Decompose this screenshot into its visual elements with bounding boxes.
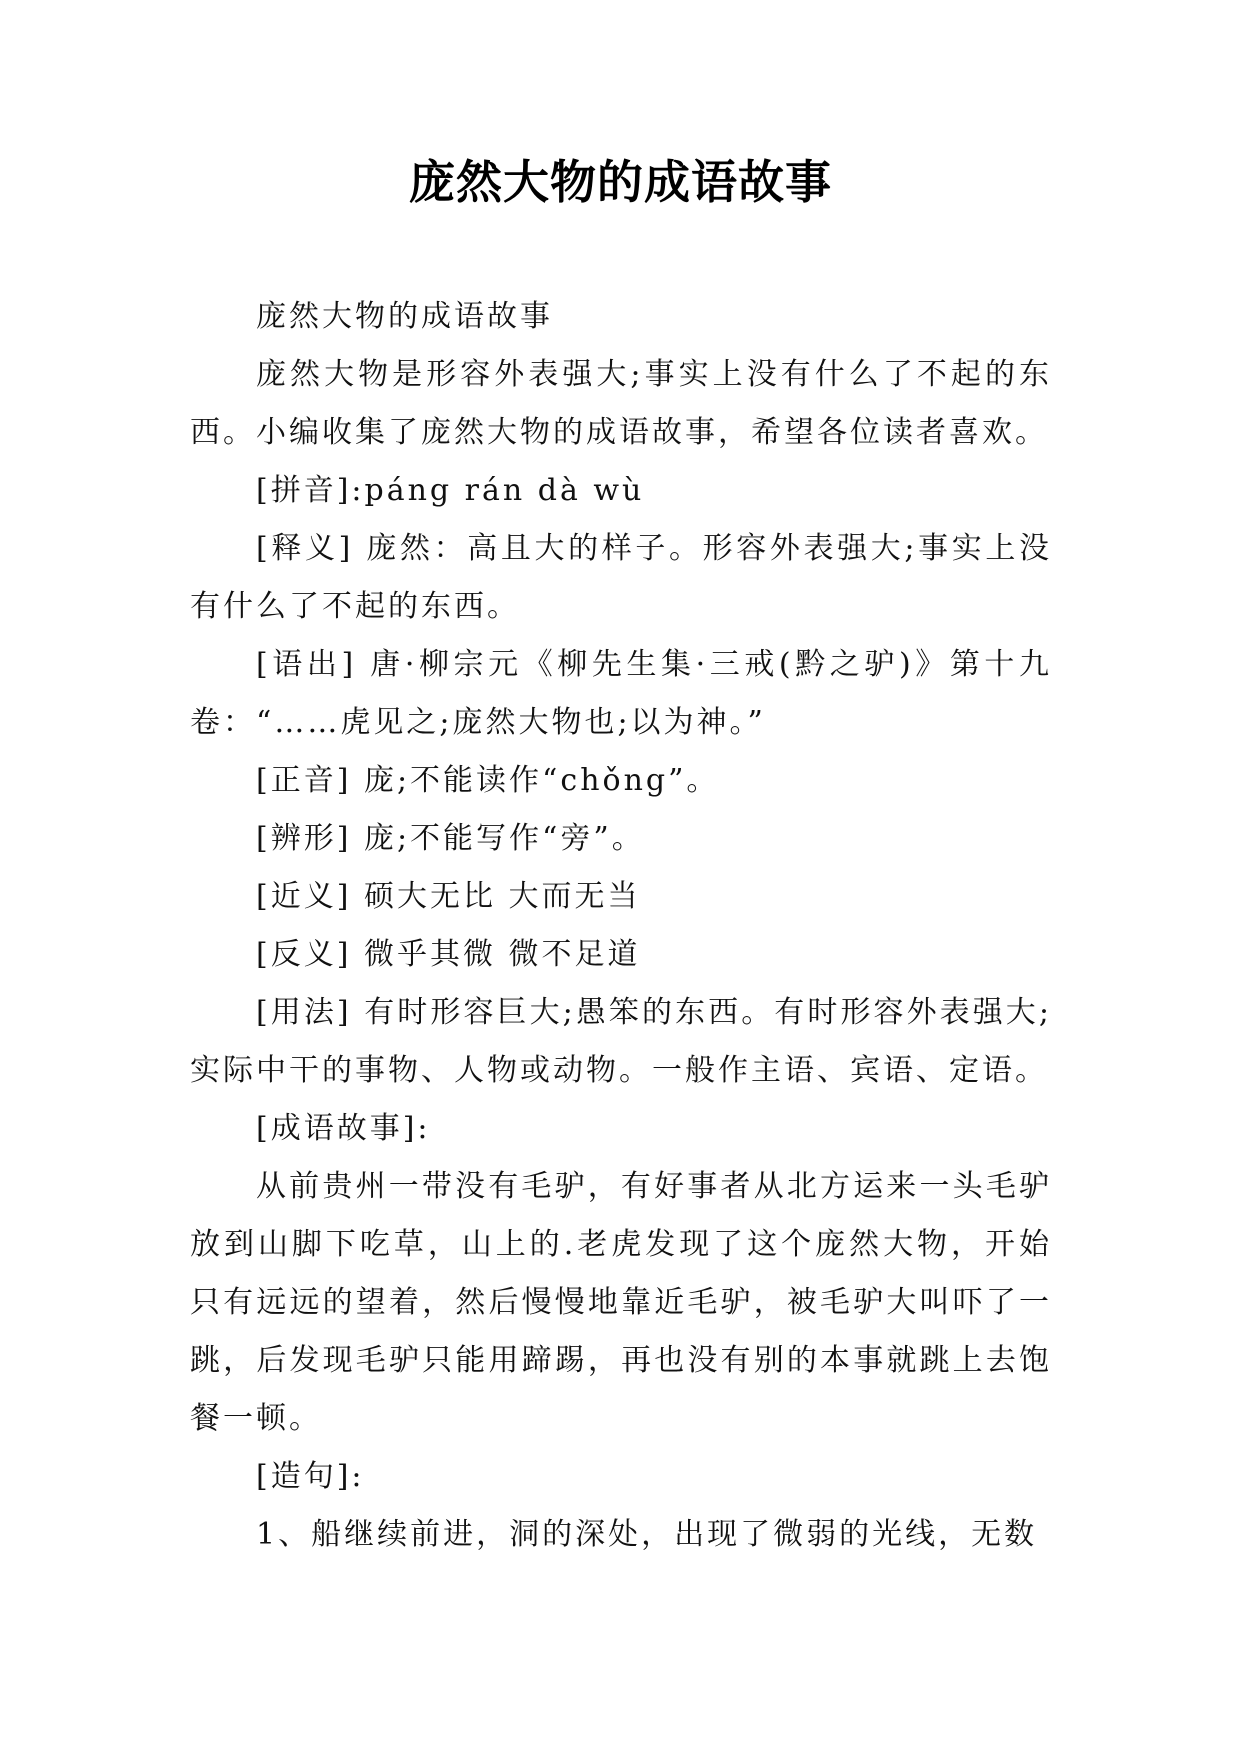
paragraph-character-form: [辨形] 庞;不能写作“旁”。 <box>256 821 645 856</box>
document-title: 庞然大物的成语故事 <box>409 155 832 209</box>
paragraph-meaning: [释义] 庞然：高且大的样子。形容外表强大;事实上没有什么了不起的东西。 <box>190 531 1052 624</box>
paragraph-usage: [用法] 有时形容巨大;愚笨的东西。有时形容外表强大;实际中干的事物、人物或动物。一般作主语、宾语、定语。 <box>190 995 1052 1088</box>
document-body <box>190 288 1052 1564</box>
paragraph-antonyms: [反义] 微乎其微 微不足道 <box>256 937 641 972</box>
paragraph-synonyms: [近义] 硕大无比 大而无当 <box>256 879 641 914</box>
paragraph-subtitle: 庞然大物的成语故事 <box>256 299 553 334</box>
paragraph-story: 从前贵州一带没有毛驴，有好事者从北方运来一头毛驴放到山脚下吃草，山上的.老虎发现了这个庞然大物，开始只有远远的望着，然后慢慢地靠近毛驴，被毛驴大叫吓了一跳，后发现毛驴只能用蹄踢，再也没有别的本事就跳上去饱餐一顿。 <box>190 1169 1052 1436</box>
paragraph-example-1: 1、船继续前进，洞的深处，出现了微弱的光线，无数 <box>256 1517 1038 1552</box>
paragraph-intro: 庞然大物是形容外表强大;事实上没有什么了不起的东西。小编收集了庞然大物的成语故事，希望各位读者喜欢。 <box>190 357 1052 450</box>
paragraph-pronunciation: [正音] 庞;不能读作“chǒng”。 <box>256 763 720 798</box>
paragraph-story-heading: [成语故事]: <box>256 1111 431 1146</box>
paragraph-pinyin: [拼音]:páng rán dà wù <box>256 473 645 508</box>
paragraph-examples-heading: [造句]: <box>256 1459 365 1494</box>
paragraph-source: [语出] 唐·柳宗元《柳先生集·三戒(黔之驴)》第十九卷：“……虎见之;庞然大物也;以为神。” <box>190 647 1052 740</box>
